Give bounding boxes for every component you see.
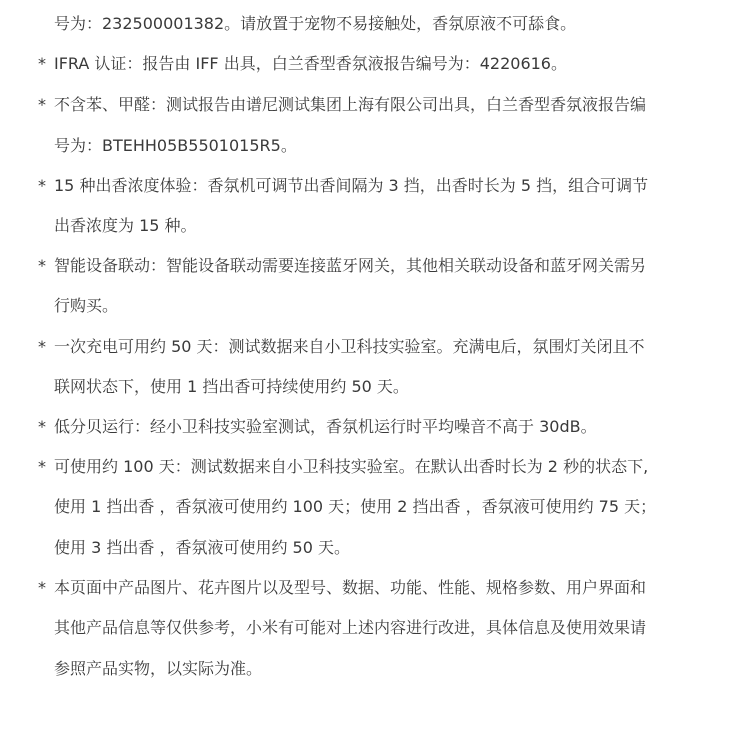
bullet-marker: * [38, 95, 46, 114]
note-text: 可使用约 100 天：测试数据来自小卫科技实验室。在默认出香时长为 2 秒的状态下, [54, 457, 649, 476]
note-line-3 [0, 85, 750, 125]
note-text: 本页面中产品图片、花卉图片以及型号、数据、功能、性能、规格参数、用户界面和 [54, 578, 647, 597]
note-line-5 [0, 166, 750, 206]
note-line-14 [0, 528, 750, 568]
note-line-10 [0, 367, 750, 407]
note-line-6 [0, 206, 750, 246]
note-text: 参照产品实物，以实际为准。 [54, 659, 263, 678]
note-text: 使用 3 挡出香 ，香氛液可使用约 50 天。 [54, 538, 350, 557]
bullet-marker: * [38, 54, 46, 73]
bullet-marker: * [38, 578, 46, 597]
bullet-marker: * [38, 176, 46, 195]
note-line-17 [0, 649, 750, 689]
note-text: 智能设备联动：智能设备联动需要连接蓝牙网关，其他相关联动设备和蓝牙网关需另 [54, 256, 647, 275]
bullet-marker: * [38, 457, 46, 476]
note-text: 号为：232500001382。请放置于宠物不易接触处，香氛原液不可舔食。 [54, 14, 577, 33]
note-line-12 [0, 447, 750, 487]
bullet-marker: * [38, 417, 46, 436]
note-line-11 [0, 407, 750, 447]
note-text: 一次充电可用约 50 天：测试数据来自小卫科技实验室。充满电后，氛围灯关闭且不 [54, 337, 645, 356]
note-text: 不含苯、甲醛：测试报告由谱尼测试集团上海有限公司出具，白兰香型香氛液报告编 [54, 95, 647, 114]
note-text: 行购买。 [54, 296, 119, 315]
note-text: 号为：BTEHH05B5501015R5。 [54, 136, 297, 155]
note-text: 出香浓度为 15 种。 [54, 216, 197, 235]
note-line-1 [0, 4, 750, 44]
note-text: 15 种出香浓度体验：香氛机可调节出香间隔为 3 挡，出香时长为 5 挡，组合可调节 [54, 176, 649, 195]
note-text: 低分贝运行：经小卫科技实验室测试，香氛机运行时平均噪音不高于 30dB。 [54, 417, 597, 436]
note-line-13 [0, 487, 750, 527]
note-text: 联网状态下，使用 1 挡出香可持续使用约 50 天。 [54, 377, 409, 396]
note-text: 其他产品信息等仅供参考，小米有可能对上述内容进行改进，具体信息及使用效果请 [54, 618, 647, 637]
note-line-7 [0, 246, 750, 286]
note-line-2 [0, 44, 750, 84]
note-line-9 [0, 327, 750, 367]
note-line-16 [0, 608, 750, 648]
note-text: IFRA 认证：报告由 IFF 出具，白兰香型香氛液报告编号为：4220616。 [54, 54, 567, 73]
bullet-marker: * [38, 337, 46, 356]
note-line-8 [0, 286, 750, 326]
note-line-15 [0, 568, 750, 608]
note-text: 使用 1 挡出香 ，香氛液可使用约 100 天；使用 2 挡出香 ，香氛液可使用约 75 天； [54, 497, 657, 516]
bullet-marker: * [38, 256, 46, 275]
note-line-4 [0, 126, 750, 166]
